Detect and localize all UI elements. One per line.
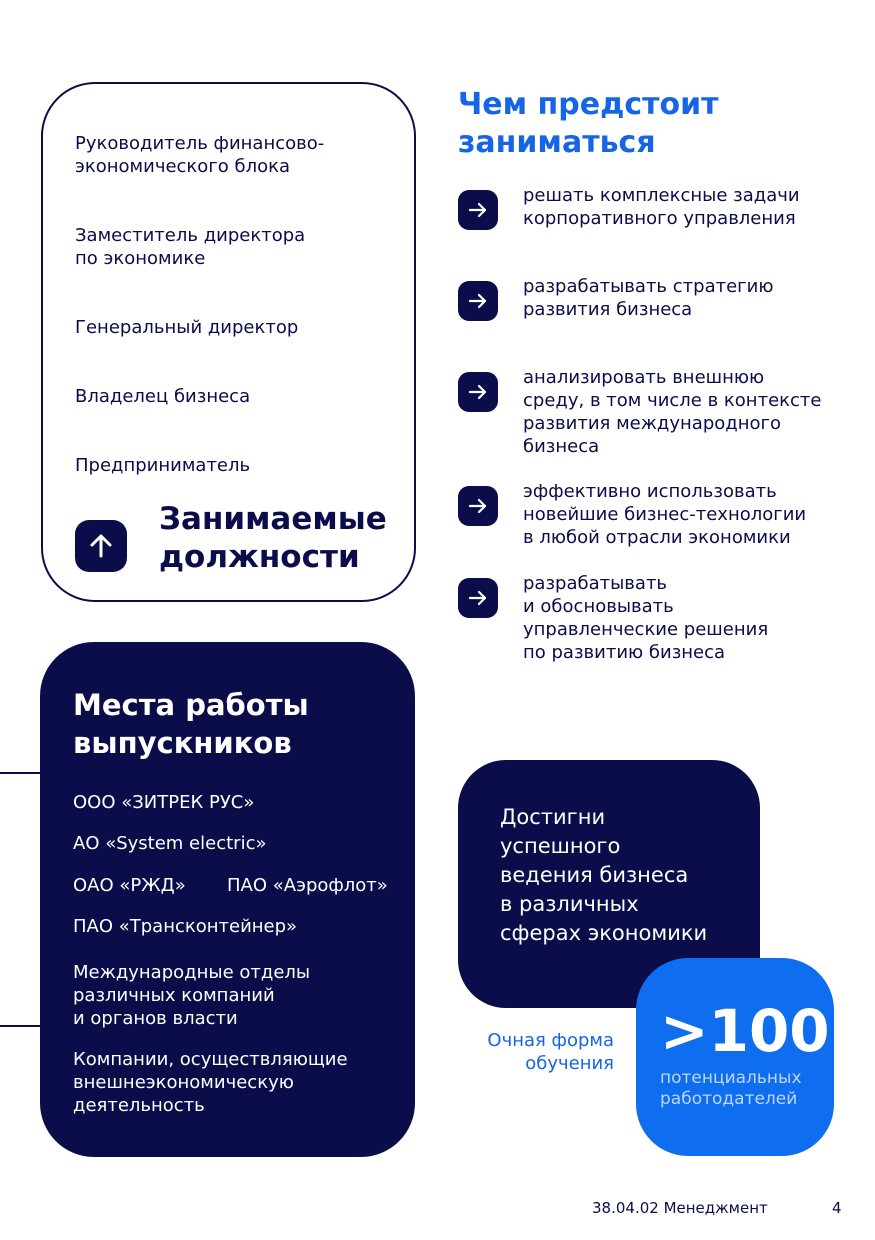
employer-item: АО «System electric» xyxy=(73,833,267,854)
promo-text: Достигни успешного ведения бизнеса в различных сферах экономики xyxy=(500,805,708,945)
employer-item: ООО «ЗИТРЕК РУС» xyxy=(73,792,255,813)
task-text: решать комплексные задачи корпоративного управления xyxy=(523,185,800,229)
stat-value: >100 xyxy=(660,997,830,1065)
employer-item: Компании, осуществляющие внешнеэкономическую деятельность xyxy=(73,1049,348,1116)
stat-label: потенциальных работодателей xyxy=(660,1068,802,1109)
decorative-line xyxy=(0,1025,40,1027)
tasks-heading: Чем предстоит заниматься xyxy=(458,87,719,160)
task-text: разрабатывать и обосновывать управленческие решения по развитию бизнеса xyxy=(523,573,769,663)
arrow-right-icon xyxy=(458,578,498,618)
study-form-label: Очная форма обучения xyxy=(487,1030,614,1074)
arrow-right-icon xyxy=(458,486,498,526)
footer-program: 38.04.02 Менеджмент xyxy=(592,1199,768,1217)
position-item: Генеральный директор xyxy=(75,317,299,338)
positions-heading: Занимаемые должности xyxy=(159,501,387,575)
position-item: Заместитель директора по экономике xyxy=(75,225,306,269)
position-item: Владелец бизнеса xyxy=(75,386,251,407)
position-item: Предприниматель xyxy=(75,455,251,476)
tasks-section xyxy=(458,86,858,663)
employer-item: ПАО «Трансконтейнер» xyxy=(73,916,298,937)
position-item: Руководитель финансово- экономического блока xyxy=(75,133,325,177)
positions-card xyxy=(41,82,416,602)
arrow-right-icon xyxy=(458,372,498,412)
stat-card xyxy=(636,958,834,1156)
task-text: эффективно использовать новейшие бизнес-технологии в любой отрасли экономики xyxy=(523,481,807,548)
page-number: 4 xyxy=(832,1199,842,1217)
arrow-up-icon xyxy=(75,520,127,572)
positions-heading-block xyxy=(75,500,405,580)
employer-item: ПАО «Аэрофлот» xyxy=(227,875,388,896)
employer-item: Международные отделы различных компаний и органов власти xyxy=(73,962,311,1029)
arrow-right-icon xyxy=(458,281,498,321)
arrow-right-icon xyxy=(458,190,498,230)
employers-card xyxy=(40,642,415,1157)
decorative-line xyxy=(0,772,40,774)
employer-item: ОАО «РЖД» xyxy=(73,875,186,896)
task-text: разрабатывать стратегию развития бизнеса xyxy=(523,276,774,320)
task-text: анализировать внешнюю среду, в том числе в контексте развития международного бизнеса xyxy=(523,367,822,457)
employers-heading: Места работы выпускников xyxy=(73,688,309,760)
